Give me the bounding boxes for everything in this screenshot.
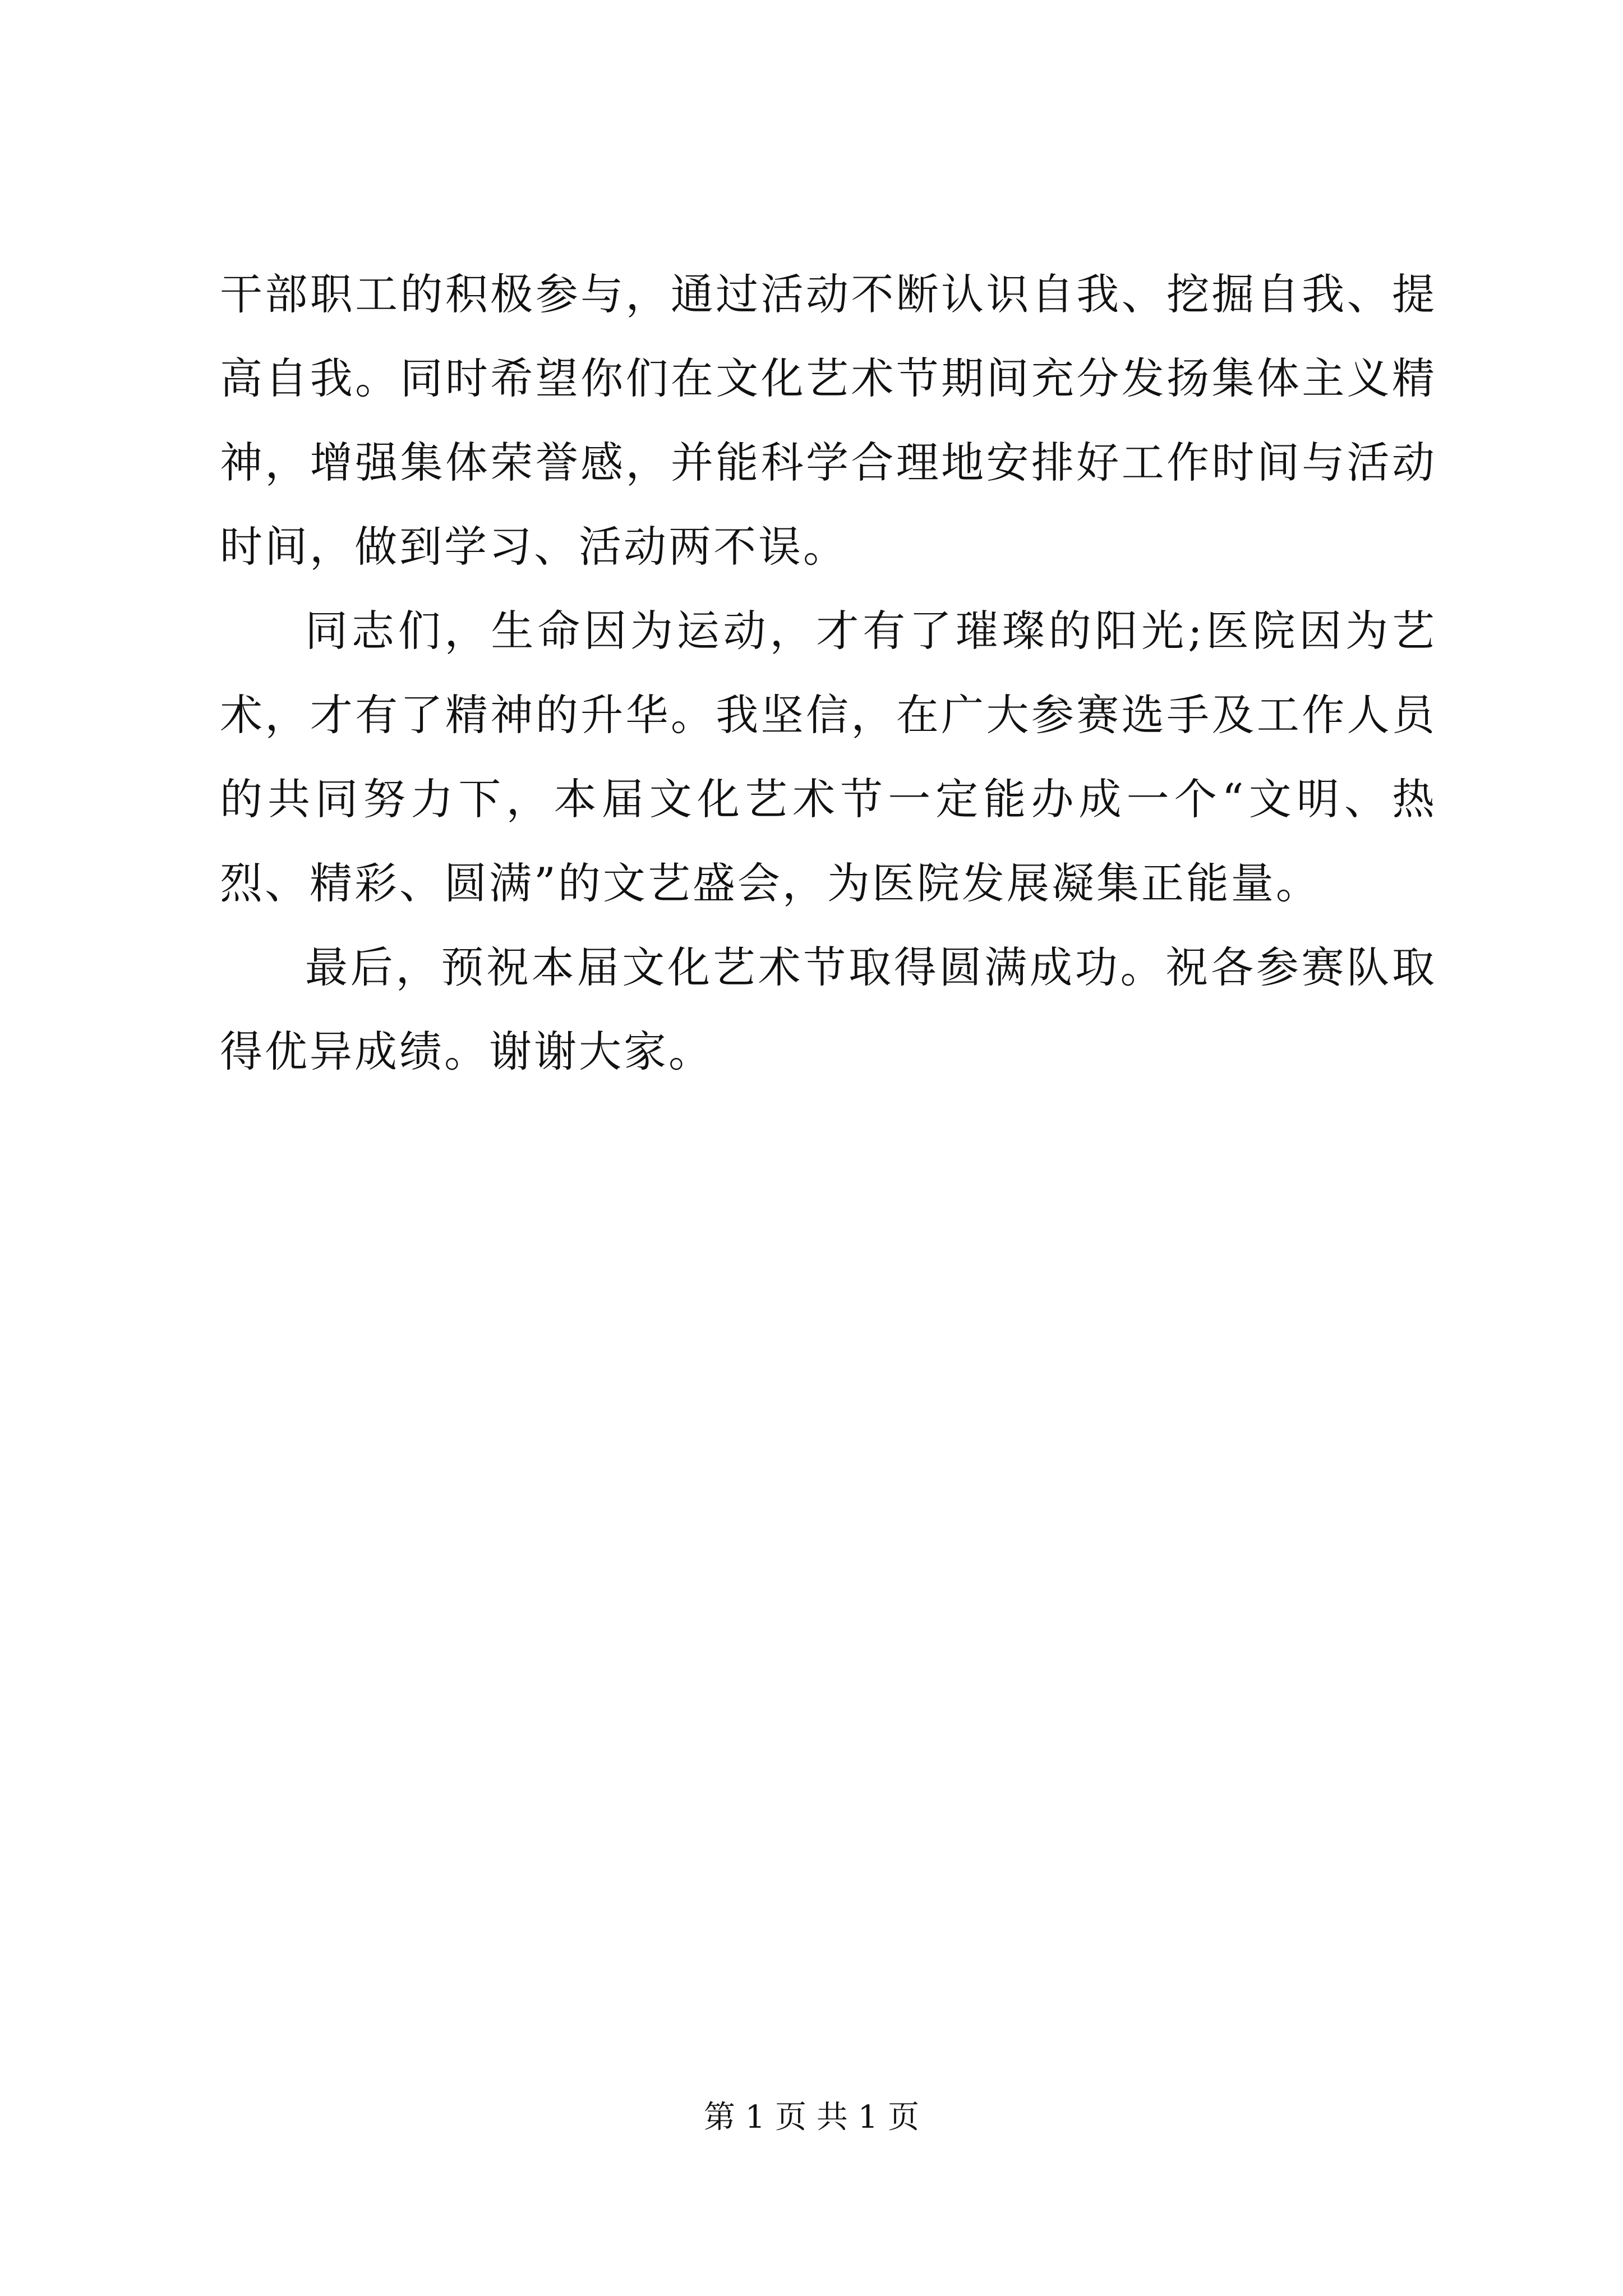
paragraph-closing: 最后，预祝本届文化艺术节取得圆满成功。祝各参赛队取得优异成绩。谢谢大家。	[220, 942, 1437, 1076]
paragraph-comrades: 同志们，生命因为运动，才有了璀璨的阳光;医院因为艺术，才有了精神的升华。我坚信，在广大参赛选手及工作人员的共同努力下，本届文化艺术节一定能办成一个“文明、热烈、精彩、圆满”的文艺盛会，为医院发展凝集正能量。	[220, 606, 1437, 908]
document-body	[220, 252, 1437, 1094]
paragraph-continuation: 干部职工的积极参与，通过活动不断认识自我、挖掘自我、提高自我。同时希望你们在文化艺术节期间充分发扬集体主义精神，增强集体荣誉感，并能科学合理地安排好工作时间与活动时间，做到学习、活动两不误。	[220, 269, 1437, 572]
page-footer: 第 1 页 共 1 页	[703, 2099, 920, 2136]
